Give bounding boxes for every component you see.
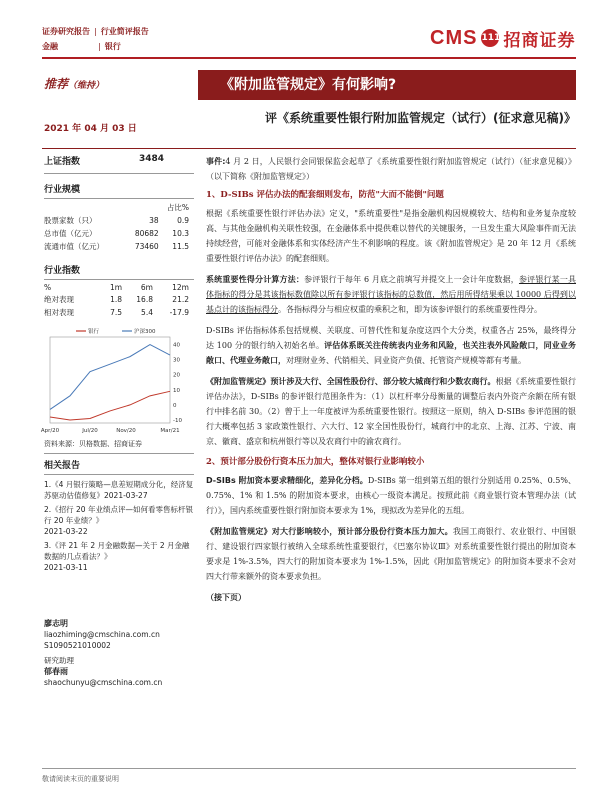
report-date: 2021 年 04 月 03 日: [44, 124, 137, 134]
paragraph: [206, 272, 576, 317]
table-cell: 总市值（亿元）: [44, 229, 97, 238]
table-header: 1m: [109, 283, 123, 292]
table-row: [44, 227, 189, 240]
related-list: [44, 479, 194, 573]
table-header: 6m: [140, 283, 153, 292]
paragraph: [206, 323, 576, 368]
legend-label: 沪深300: [134, 329, 156, 335]
scale-heading: 行业规模: [44, 185, 81, 195]
x-tick-label: Jul/20: [82, 428, 98, 434]
perf-table: [44, 282, 189, 319]
logo-badge-icon: 111: [481, 29, 499, 47]
table-header: 12m: [172, 283, 189, 292]
bold-lead: 《附加监管规定》预计涉及大行、全国性股份行、部分较大城商行和少数农商行。: [206, 377, 496, 386]
list-item[interactable]: [44, 479, 194, 501]
table-cell: 7.5: [110, 308, 123, 317]
sidebar: [40, 154, 194, 573]
analyst-id: S1090521010002: [44, 641, 111, 650]
table-cell: 16.8: [136, 295, 153, 304]
section-heading-1: 1、D-SIBs 评估办法的配套细则发布，防范"大而不能倒"问题: [206, 190, 444, 200]
section-heading-2: 2、预计部分股份行资本压力加大，整体对银行业影响较小: [206, 457, 425, 467]
index-row: [44, 154, 194, 167]
text: D-SIBs 评估指标体系包括规模、关联度、可替代性和复杂度这四个大分类，权重各占 25%，最终得分达 100 分的银行纳入初始名单。: [206, 326, 576, 350]
list-item[interactable]: [44, 504, 194, 537]
industry-label: 银行: [104, 42, 121, 51]
y-tick-label: 20: [173, 372, 180, 379]
series-line: [50, 345, 170, 410]
related-heading: 相关报告: [44, 461, 81, 471]
legend-label: 银行: [88, 329, 100, 335]
text: 参评银行于每年 6 月底之前填写并提交上一会计年度数据，: [304, 275, 519, 284]
paragraph: [206, 473, 576, 518]
rating-main: 推荐: [44, 77, 69, 91]
analyst-email[interactable]: liaozhiming@cmschina.com.cn: [44, 630, 160, 639]
y-tick-label: -10: [173, 417, 182, 424]
text: 对理财业务、代销相关、同业资产负债、托管资产规模等都有考量。: [286, 356, 526, 365]
event-label: 事件:: [206, 157, 226, 166]
logo-cn-text: 招商证券: [503, 30, 576, 51]
page-subtitle: 评《系统重要性银行附加监管规定（试行）(征求意见稿)》: [265, 111, 576, 125]
series-line: [50, 391, 170, 420]
related-report-date: 2021-03-22: [44, 527, 88, 536]
scale-col-pct: 占比%: [166, 203, 189, 212]
table-header: %: [44, 283, 52, 292]
report-kind: 行业简评报告: [100, 27, 149, 36]
y-tick-label: 0: [173, 402, 177, 409]
table-cell: 绝对表现: [44, 295, 74, 304]
analyst-name: 廖志明: [44, 619, 68, 628]
report-header-top: 证券研究报告 | 行业简评报告: [42, 27, 149, 36]
table-cell: 80682: [134, 229, 159, 238]
footer-divider: [42, 768, 576, 769]
x-tick-label: Nov/20: [116, 428, 136, 434]
table-cell: 21.2: [172, 295, 189, 304]
divider: [44, 173, 194, 174]
text: D-SIBs 第一组到第五组的银行分别适用 0.25%、0.5%、0.75%、1% 和 1.5% 的附加资本要求，由核心一级资本满足。按照此前《商业银行资本管理办法（试行）》，国内系统重要性银行附加资本要求为 1%，现拟改为差异化的五组。: [206, 476, 576, 515]
related-report-title: 2.《招行 20 年业绩点评—如何看零售标杆银行 20 年业绩？》: [44, 505, 193, 525]
y-tick-label: 10: [173, 387, 180, 394]
related-report-date: 2021-03-27: [104, 491, 148, 500]
analyst-block: [44, 618, 194, 688]
paragraph: [206, 374, 576, 449]
table-cell: 股票家数（只）: [44, 216, 97, 225]
y-tick-label: 30: [173, 357, 180, 364]
analyst-name: 郁春雨: [44, 667, 68, 676]
event-paragraph: [206, 154, 576, 184]
chart-source: 资料来源：贝格数据、招商证券: [44, 440, 142, 448]
table-cell: 11.5: [172, 242, 189, 251]
index-value: 3484: [138, 154, 164, 164]
continue-note: （接下页）: [206, 592, 246, 602]
scale-table: [44, 201, 189, 253]
paragraph: 根据《系统重要性银行评估办法》定义，"系统重要性"是指金融机构因规模较大、结构和业务复杂度较高、与其他金融机构关联性较强，在金融体系中提供难以替代的关键服务，一旦发生重大风险事件而无法持续经营，可能对金融体系和实体经济产生不利影响的程度。该《附加监管规定》是 20 年 12 月《系统重要性银行评估办法》的配套细则。: [206, 209, 576, 263]
sector-label: 金融: [42, 42, 58, 51]
divider: [44, 474, 194, 475]
cms-logo: [430, 24, 575, 52]
table-row: [44, 293, 189, 306]
x-tick-label: Apr/20: [40, 428, 60, 434]
underlined-text: 参评银行某一具体指标的得分是其该指标数值除以所有参评银行该指标的总数值，然后用所得结果乘以 10000 后得到以基点计的该指标得分: [206, 275, 577, 314]
table-row: [44, 240, 189, 253]
paragraph: [206, 524, 576, 584]
chart-frame: [50, 337, 170, 423]
divider: [44, 198, 194, 199]
y-tick-label: 40: [173, 342, 180, 349]
table-cell: 73460: [134, 242, 159, 251]
table-cell: 流通市值（亿元）: [44, 242, 104, 251]
analyst-role: 研究助理: [44, 656, 74, 665]
footer-note: 敬请阅读末页的重要说明: [42, 775, 119, 783]
perf-heading: 行业指数: [44, 266, 81, 276]
rating-sub: （维持）: [68, 81, 105, 91]
text: 我国工商银行、农业银行、中国银行、建设银行四家银行被纳入全球系统性重要银行，《巴塞尔协议Ⅲ》对系统重要性银行提出的附加资本要求是 1%-3.5%，四大行的附加资本要求为 1%-1.5%，因此《附加监管规定》的附加资本要求不会对四大行带来额外的资本要求负担。: [206, 527, 577, 581]
table-cell: 相对表现: [44, 308, 74, 317]
table-row: [44, 214, 189, 227]
table-cell: -17.9: [169, 308, 189, 317]
report-header-bottom: 金融 | 银行: [42, 42, 121, 51]
related-report-title: 1.《4 月银行策略—息差短期成分化，经济复苏驱动估值修复》: [44, 480, 194, 500]
logo-cms-text: CMS: [430, 26, 478, 49]
related-report-title: 3.《评 21 年 2 月金融数据—关于 2 月金融数据的几点看法？》: [44, 541, 190, 561]
bold-lead: 系统重要性得分计算方法：: [206, 275, 305, 284]
analyst-email[interactable]: shaochunyu@cmschina.com.cn: [44, 678, 163, 687]
table-cell: 0.9: [177, 216, 189, 225]
rating: [44, 75, 104, 92]
text: 根据《系统重要性银行评估办法》，D-SIBs 的参评银行范围条件为：（1）以杠杆率分母衡量的调整后表内外资产余额在所有银行中排名前 30。（2）曾于上一年度被评为系统重要性银行。按照这一原则，纳入 D-SIBs 参评范围的银行大概率包括 3 家政策性银行、六大行、12 家全国性股份行，城商行中的北京、上海、江苏、宁波、南京、徽商、盛京和杭州银行等以及农商行中的渝农商行。: [206, 377, 577, 446]
table-cell: 5.4: [141, 308, 153, 317]
table-header-row: [44, 282, 189, 293]
event-text: 4 月 2 日，人民银行会同银保监会起草了《系统重要性银行附加监管规定（试行）（征求意见稿）》（以下简称《附加监管规定》）: [206, 157, 576, 181]
table-row: [44, 306, 189, 319]
table-cell: 38: [149, 216, 159, 225]
text: 。各指标得分与相应权重的乘积之和，即为该参评银行的系统重要性得分。: [278, 305, 542, 314]
related-report-date: 2021-03-11: [44, 563, 88, 572]
performance-chart: [40, 325, 194, 437]
table-cell: 1.8: [110, 295, 123, 304]
divider: [44, 453, 194, 454]
divider: [44, 279, 194, 280]
table-cell: 10.3: [172, 229, 189, 238]
list-item[interactable]: [44, 540, 194, 573]
page-title: 《附加监管规定》有何影响?: [198, 70, 576, 100]
bold-text: 评估体系既关注传统表内业务和风险，也关注表外风险敞口，同业业务敞口、代理业务敞口，: [206, 341, 576, 365]
header-divider: [42, 57, 576, 59]
x-tick-label: Mar/21: [160, 428, 180, 434]
title-divider: [42, 148, 576, 149]
bold-lead: 《附加监管规定》对大行影响较小，预计部分股份行资本压力加大。: [206, 527, 453, 536]
bold-lead: D-SIBs 附加资本要求精细化，差异化分档。: [206, 476, 368, 485]
main-body: [206, 154, 576, 605]
report-type: 证券研究报告: [42, 27, 90, 36]
index-label: 上证指数: [44, 157, 81, 167]
